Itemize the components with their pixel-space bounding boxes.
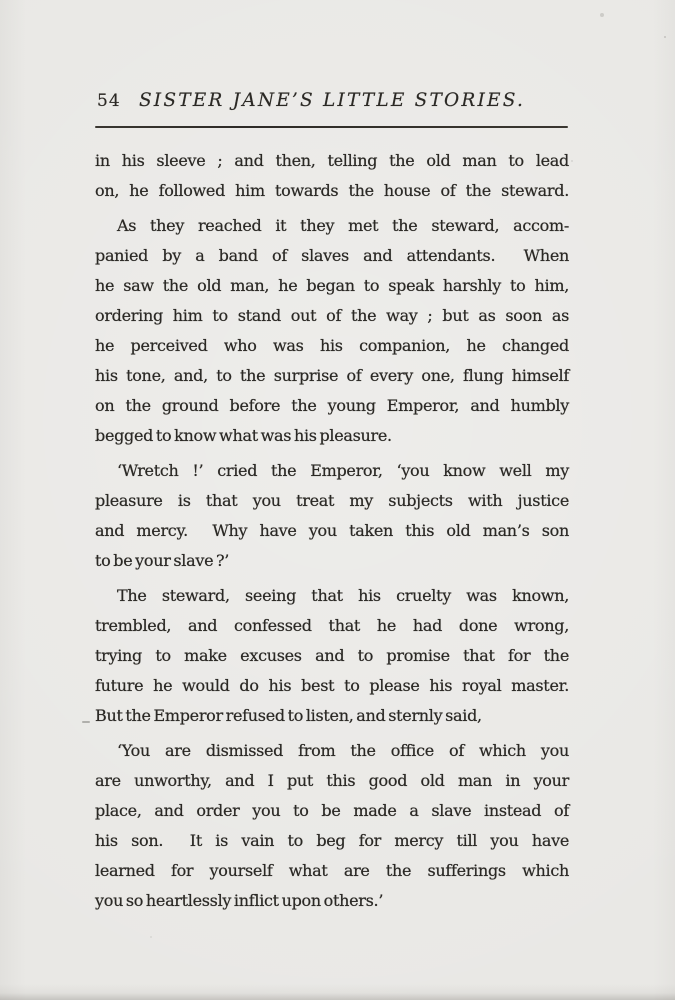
text-line: are unworthy, and I put this good old man in your xyxy=(95,771,569,790)
text-line: ‘You are dismissed from the office of which you xyxy=(117,741,569,760)
text-line: on the ground before the young Emperor, and humbly xyxy=(95,396,569,415)
text-line: his tone, and, to the surprise of every one, flung himself xyxy=(95,366,569,385)
scan-artifact-dash xyxy=(82,721,90,723)
text-line: But the Emperor refused to listen, and sternly said, xyxy=(95,706,482,725)
page-body xyxy=(95,146,569,916)
page-number: 54 xyxy=(97,91,121,111)
text-line: to be your slave ?’ xyxy=(95,551,230,570)
text-line: As they reached it they met the steward, accom- xyxy=(117,216,569,235)
text-line: The steward, seeing that his cruelty was known, xyxy=(117,586,569,605)
text-line: he perceived who was his companion, he changed xyxy=(95,336,569,355)
text-line: pleasure is that you treat my subjects with justice xyxy=(95,491,569,510)
text-line: learned for yourself what are the sufferings which xyxy=(95,861,569,880)
paragraph xyxy=(95,146,569,206)
text-line: his son. It is vain to beg for mercy till you have xyxy=(95,831,569,850)
header-rule xyxy=(95,126,568,128)
text-line: panied by a band of slaves and attendants. When xyxy=(95,246,569,265)
text-line: in his sleeve ; and then, telling the old man to lead xyxy=(95,151,569,170)
text-line: begged to know what was his pleasure. xyxy=(95,426,392,445)
paragraph xyxy=(95,736,569,916)
text-line: ordering him to stand out of the way ; but as soon as xyxy=(95,306,569,325)
running-title: SISTER JANE’S LITTLE STORIES. xyxy=(138,90,526,111)
paragraph xyxy=(95,456,569,576)
text-line: ‘Wretch !’ cried the Emperor, ‘you know well my xyxy=(117,461,569,480)
text-line: place, and order you to be made a slave instead of xyxy=(95,801,569,820)
text-line: on, he followed him towards the house of the steward. xyxy=(95,181,569,200)
text-line: he saw the old man, he began to speak harshly to him, xyxy=(95,276,569,295)
paragraph xyxy=(95,581,569,731)
text-line: and mercy. Why have you taken this old man’s son xyxy=(95,521,569,540)
paragraph xyxy=(95,211,569,451)
text-line: you so heartlessly inflict upon others.’ xyxy=(95,891,384,910)
page-header xyxy=(95,90,569,116)
text-line: future he would do his best to please his royal master. xyxy=(95,676,569,695)
paper-specks xyxy=(0,0,2,2)
text-line: trying to make excuses and to promise that for the xyxy=(95,646,569,665)
text-line: trembled, and confessed that he had done wrong, xyxy=(95,616,569,635)
